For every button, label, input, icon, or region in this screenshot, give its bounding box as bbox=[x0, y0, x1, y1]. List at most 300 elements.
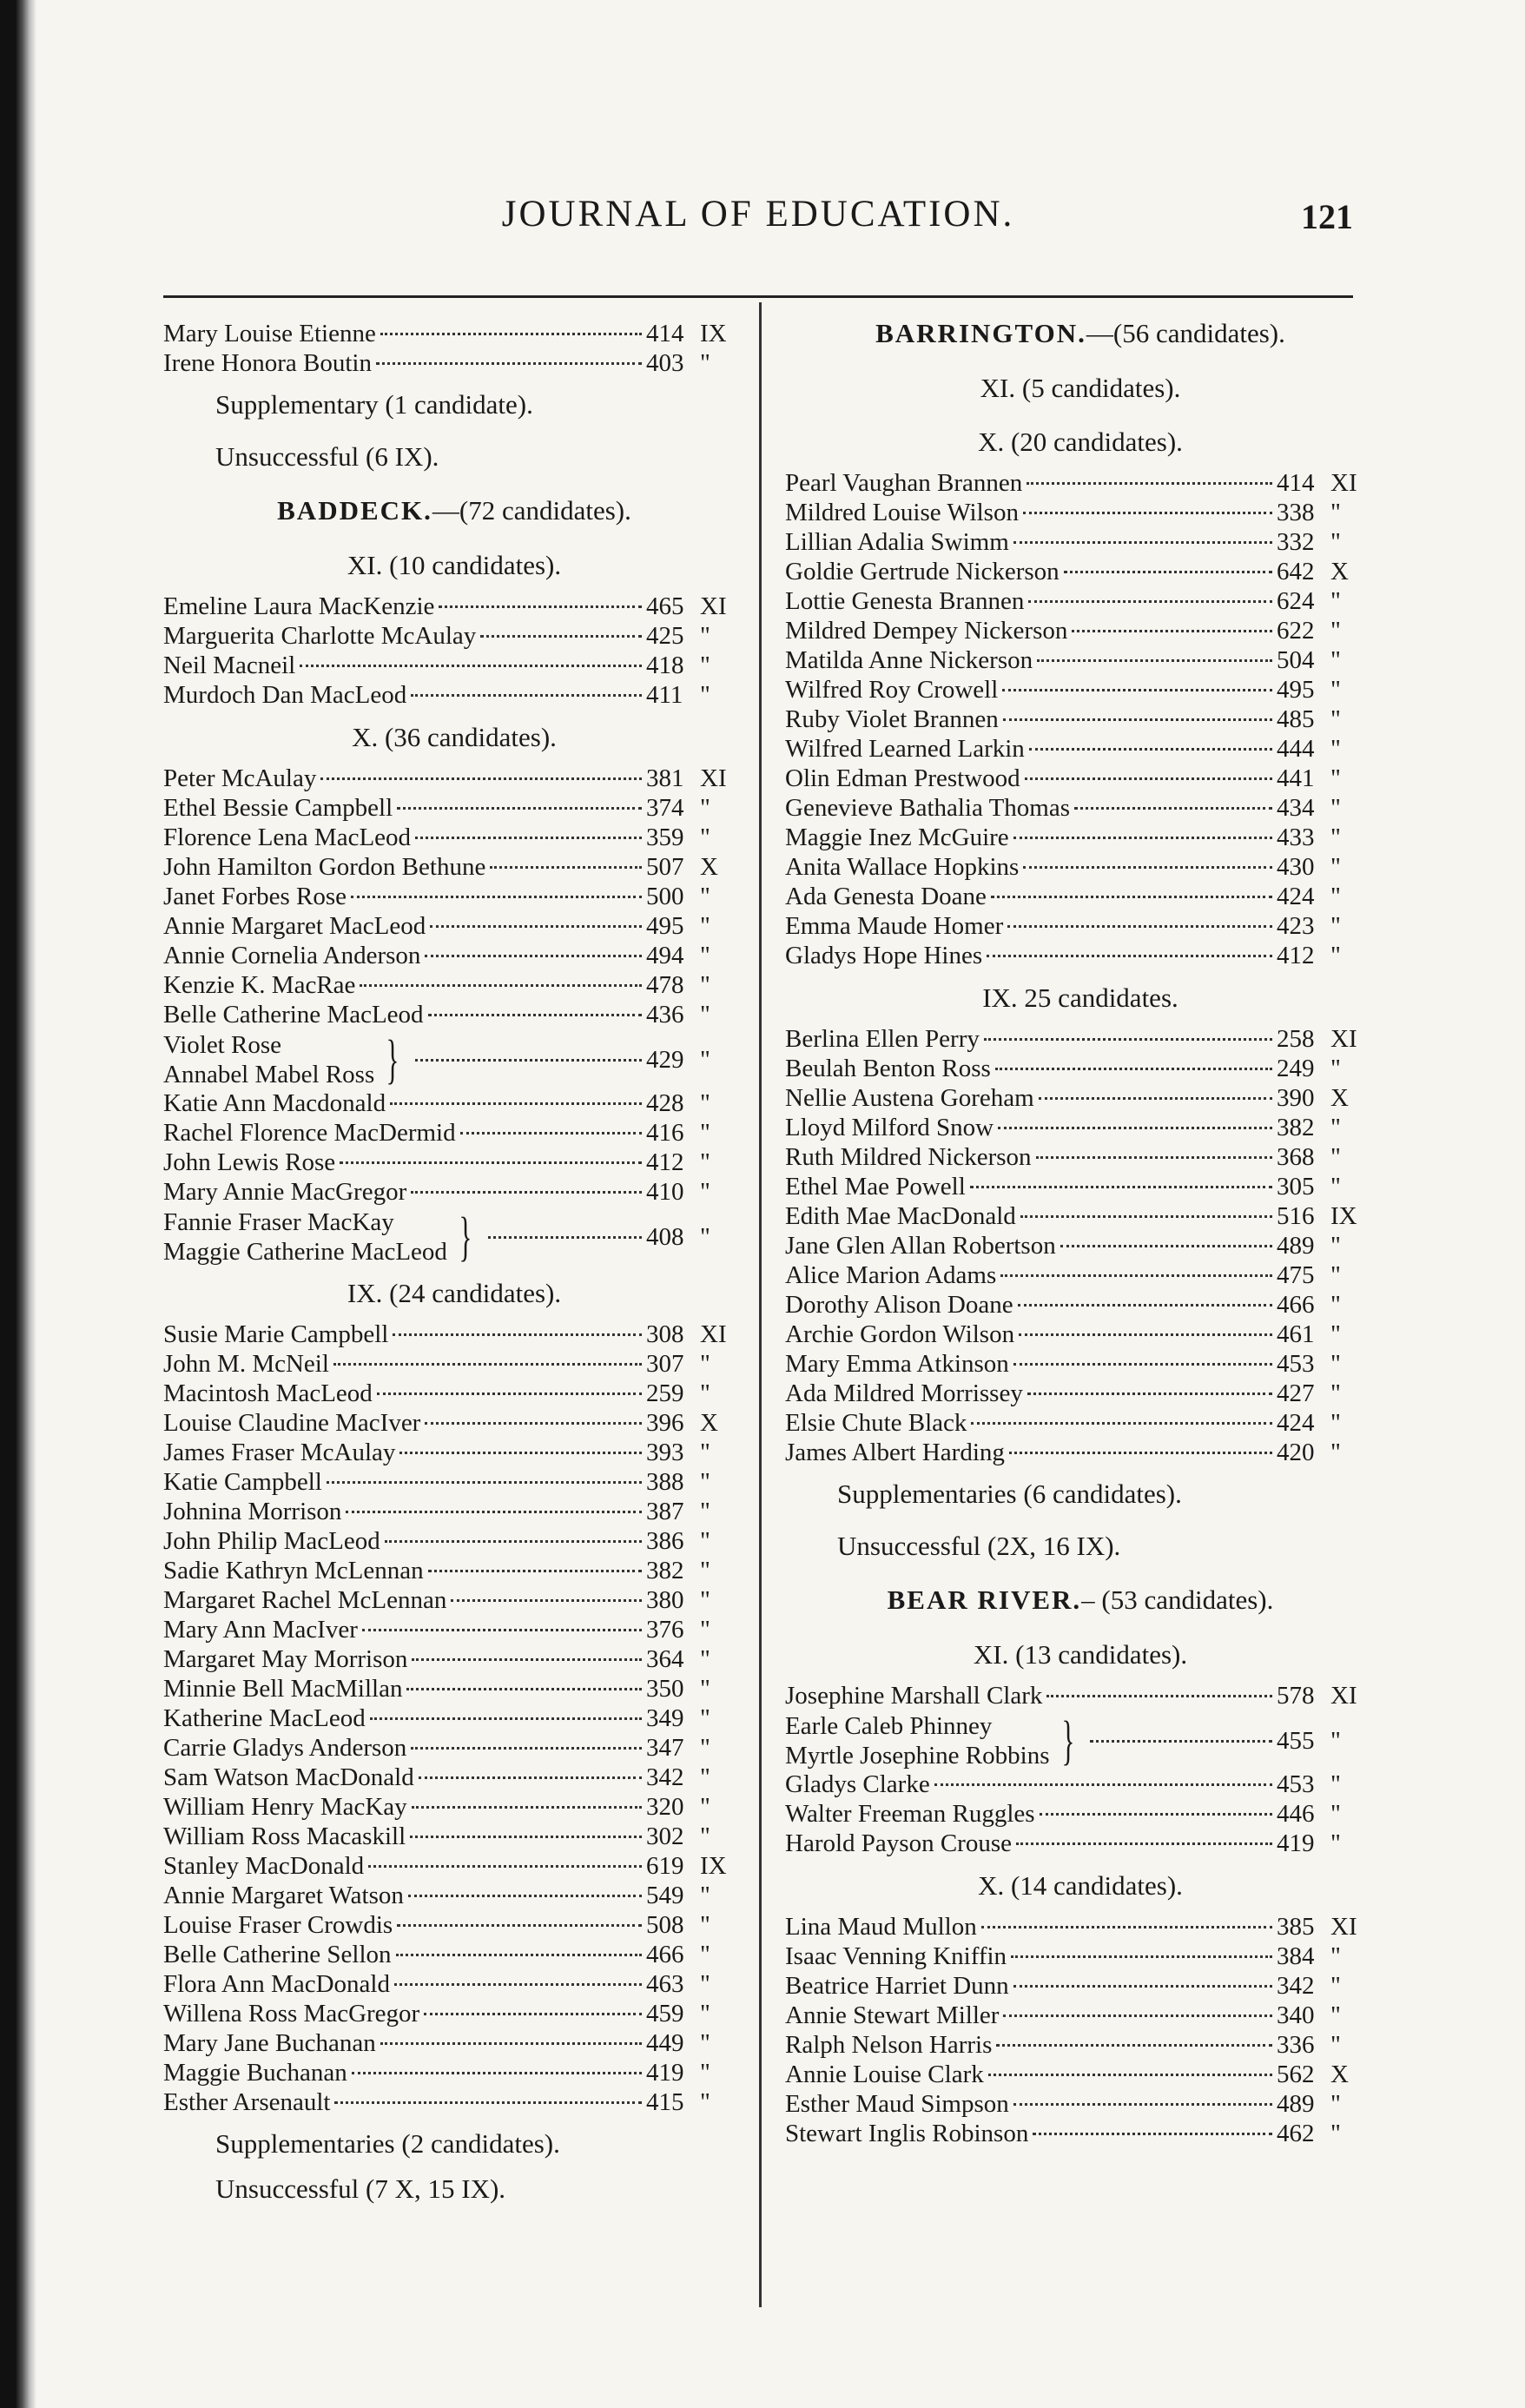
leader-dots bbox=[1074, 807, 1272, 810]
candidate-name: Irene Honora Boutin bbox=[163, 349, 372, 377]
candidate-score: 549 bbox=[646, 1882, 684, 1909]
candidate-score: 495 bbox=[1277, 676, 1315, 704]
candidate-grade: X bbox=[700, 853, 718, 881]
candidate-row bbox=[785, 499, 1376, 528]
candidate-score: 508 bbox=[646, 1911, 684, 1939]
candidate-name: Berlina Ellen Perry bbox=[785, 1025, 980, 1053]
candidate-name: Annie Margaret Watson bbox=[163, 1882, 404, 1909]
candidate-score: 384 bbox=[1277, 1942, 1315, 1970]
candidate-name: Gladys Clarke bbox=[785, 1770, 930, 1798]
candidate-row bbox=[785, 2031, 1376, 2061]
candidate-score: 364 bbox=[646, 1645, 684, 1673]
candidate-row bbox=[785, 1439, 1376, 1468]
candidate-score: 485 bbox=[1277, 705, 1315, 733]
candidate-score: 429 bbox=[646, 1045, 684, 1074]
leader-dots bbox=[1000, 1274, 1272, 1277]
candidate-name: Peter McAulay bbox=[163, 764, 317, 792]
candidate-score: 434 bbox=[1277, 794, 1315, 822]
leader-dots bbox=[412, 1658, 642, 1661]
candidate-score: 408 bbox=[646, 1222, 684, 1251]
candidate-row bbox=[785, 824, 1376, 853]
candidate-grade: " bbox=[700, 1178, 710, 1206]
leader-dots bbox=[1060, 1245, 1272, 1247]
grade-x-group-1 bbox=[163, 1030, 745, 1089]
candidate-score: 455 bbox=[1277, 1726, 1315, 1755]
leader-dots bbox=[362, 1629, 642, 1631]
candidate-score: 374 bbox=[646, 794, 684, 822]
leader-dots bbox=[411, 1747, 642, 1750]
leader-dots bbox=[406, 1688, 642, 1690]
candidate-score: 308 bbox=[646, 1320, 684, 1348]
leader-dots bbox=[971, 1422, 1272, 1425]
candidate-score: 462 bbox=[1277, 2120, 1315, 2147]
candidate-grade: " bbox=[1330, 1726, 1341, 1755]
candidate-grade: " bbox=[1330, 705, 1341, 733]
candidate-row bbox=[785, 1114, 1376, 1143]
candidate-name: Nellie Austena Goreham bbox=[785, 1084, 1034, 1112]
candidate-name: Kenzie K. MacRae bbox=[163, 971, 356, 999]
brace-symbol: } bbox=[1060, 1711, 1074, 1770]
grade-xi-heading: XI. (5 candidates). bbox=[980, 373, 1181, 403]
candidate-row bbox=[785, 705, 1376, 735]
candidate-grade: XI bbox=[1330, 1025, 1357, 1053]
candidate-row bbox=[163, 1178, 745, 1207]
candidate-score: 463 bbox=[646, 1970, 684, 1998]
candidate-name: Emeline Laura MacKenzie bbox=[163, 592, 435, 620]
candidate-grade: " bbox=[700, 1468, 710, 1496]
candidate-row bbox=[163, 1468, 745, 1498]
candidate-grade: " bbox=[1330, 1173, 1341, 1201]
leader-dots bbox=[995, 1068, 1272, 1070]
candidate-row bbox=[785, 1202, 1376, 1232]
candidate-name: Josephine Marshall Clark bbox=[785, 1682, 1043, 1710]
candidate-grade: IX bbox=[1330, 1202, 1357, 1230]
candidate-row bbox=[163, 883, 745, 912]
candidate-name: Maggie Buchanan bbox=[163, 2059, 347, 2087]
supplementaries-note: Supplementaries (2 candidates). bbox=[215, 2128, 560, 2159]
candidate-score: 430 bbox=[1277, 853, 1315, 881]
candidate-score: 386 bbox=[646, 1527, 684, 1555]
candidate-score: 507 bbox=[646, 853, 684, 881]
leader-dots bbox=[1013, 541, 1272, 544]
leader-dots bbox=[351, 896, 642, 898]
candidate-score: 385 bbox=[1277, 1913, 1315, 1941]
candidate-row bbox=[785, 558, 1376, 587]
candidate-score: 500 bbox=[646, 883, 684, 910]
candidate-score: 478 bbox=[646, 971, 684, 999]
candidate-grade: " bbox=[700, 912, 710, 940]
leader-dots bbox=[368, 1865, 642, 1868]
candidate-grade: " bbox=[1330, 735, 1341, 763]
leader-dots bbox=[1023, 866, 1272, 869]
candidate-name: Esther Arsenault bbox=[163, 2088, 331, 2116]
candidate-name: Dorothy Alison Doane bbox=[785, 1291, 1013, 1319]
candidate-row bbox=[785, 1942, 1376, 1972]
candidate-grade: " bbox=[700, 622, 710, 650]
grade-x-list-b bbox=[163, 1089, 745, 1207]
candidate-grade: " bbox=[700, 1045, 710, 1074]
candidate-score: 466 bbox=[1277, 1291, 1315, 1319]
leader-dots bbox=[1037, 659, 1272, 662]
candidate-name: Wilfred Learned Larkin bbox=[785, 735, 1025, 763]
leader-dots bbox=[1013, 1363, 1272, 1366]
supplementary-note: Supplementary (1 candidate). bbox=[215, 389, 533, 420]
leader-dots bbox=[396, 1954, 642, 1956]
candidate-grade: " bbox=[1330, 1232, 1341, 1260]
candidate-name: Isaac Venning Kniffin bbox=[785, 1942, 1007, 1970]
candidate-row bbox=[785, 1084, 1376, 1114]
candidate-name: John Lewis Rose bbox=[163, 1148, 336, 1176]
leader-dots bbox=[1003, 718, 1272, 721]
candidate-name: Genevieve Bathalia Thomas bbox=[785, 794, 1071, 822]
leader-dots bbox=[415, 837, 642, 839]
candidate-grade: " bbox=[1330, 1143, 1341, 1171]
grade-x-group-2 bbox=[163, 1207, 745, 1267]
candidate-row bbox=[163, 622, 745, 652]
grade-xi-heading: XI. (13 candidates). bbox=[973, 1639, 1188, 1670]
candidate-name: Goldie Gertrude Nickerson bbox=[785, 558, 1060, 585]
candidate-name: Flora Ann MacDonald bbox=[163, 1970, 390, 1998]
candidate-name: Elsie Chute Black bbox=[785, 1409, 967, 1437]
leader-dots bbox=[419, 1776, 642, 1779]
candidate-grade: " bbox=[1330, 2120, 1341, 2147]
candidate-name: Ethel Bessie Campbell bbox=[163, 794, 393, 822]
candidate-name: Sadie Kathryn McLennan bbox=[163, 1557, 424, 1584]
candidate-grade: " bbox=[700, 1527, 710, 1555]
town-name: BADDECK. bbox=[277, 495, 432, 526]
candidate-row bbox=[163, 1763, 745, 1793]
candidate-count: —(72 candidates). bbox=[432, 495, 631, 526]
candidate-row bbox=[163, 2088, 745, 2118]
candidate-name: Matilda Anne Nickerson bbox=[785, 646, 1033, 674]
leader-dots bbox=[340, 1161, 642, 1164]
leader-dots bbox=[1007, 925, 1272, 928]
candidate-name: Annie Cornelia Anderson bbox=[163, 942, 421, 969]
leader-dots bbox=[1072, 630, 1272, 632]
leader-dots bbox=[394, 1983, 642, 1986]
candidate-row bbox=[163, 1823, 745, 1852]
leader-dots bbox=[1046, 1695, 1272, 1697]
tied-names bbox=[163, 1030, 374, 1089]
candidate-row bbox=[785, 1379, 1376, 1409]
leader-dots bbox=[428, 1570, 642, 1572]
candidate-score: 495 bbox=[646, 912, 684, 940]
candidate-name: Mildred Dempey Nickerson bbox=[785, 617, 1068, 645]
leader-dots bbox=[376, 362, 642, 365]
candidate-name: Fannie Fraser MacKay bbox=[163, 1208, 394, 1236]
candidate-name: Mary Jane Buchanan bbox=[163, 2029, 376, 2057]
grade-xi-list-b bbox=[785, 1770, 1376, 1859]
candidate-grade: " bbox=[700, 1498, 710, 1525]
candidate-score: 349 bbox=[646, 1704, 684, 1732]
candidate-row bbox=[785, 1320, 1376, 1350]
candidate-row bbox=[163, 971, 745, 1001]
candidate-name: Sam Watson MacDonald bbox=[163, 1763, 414, 1791]
candidate-grade: XI bbox=[1330, 1913, 1357, 1941]
candidate-name: Minnie Bell MacMillan bbox=[163, 1675, 403, 1703]
candidate-row bbox=[785, 617, 1376, 646]
candidate-count: – (53 candidates). bbox=[1081, 1584, 1274, 1615]
leader-dots bbox=[981, 1926, 1272, 1928]
candidate-grade: " bbox=[700, 1911, 710, 1939]
leader-dots bbox=[1003, 2014, 1272, 2017]
leader-dots bbox=[380, 333, 642, 335]
section-title-baddeck bbox=[163, 483, 745, 539]
candidate-grade: " bbox=[700, 1379, 710, 1407]
tied-names bbox=[163, 1207, 447, 1267]
candidate-score: 619 bbox=[646, 1852, 684, 1880]
leader-dots bbox=[1002, 689, 1272, 691]
candidate-grade: " bbox=[1330, 2031, 1341, 2059]
leader-dots bbox=[1009, 1452, 1272, 1454]
leader-dots bbox=[970, 1186, 1272, 1188]
candidate-grade: " bbox=[700, 1763, 710, 1791]
candidate-name: Maggie Catherine MacLeod bbox=[163, 1238, 447, 1266]
candidate-grade: " bbox=[1330, 1291, 1341, 1319]
leader-dots bbox=[1029, 748, 1272, 751]
leader-dots bbox=[1033, 2133, 1272, 2135]
leader-dots bbox=[1090, 1740, 1272, 1743]
candidate-score: 424 bbox=[1277, 883, 1315, 910]
candidate-grade: " bbox=[1330, 1320, 1341, 1348]
candidate-row bbox=[163, 1320, 745, 1350]
candidate-row bbox=[785, 646, 1376, 676]
leader-dots bbox=[390, 1102, 642, 1105]
candidate-name: Mildred Louise Wilson bbox=[785, 499, 1019, 526]
candidate-score: 449 bbox=[646, 2029, 684, 2057]
candidate-name: Edith Mae MacDonald bbox=[785, 1202, 1016, 1230]
candidate-row bbox=[785, 2120, 1376, 2149]
candidate-name: Murdoch Dan MacLeod bbox=[163, 681, 407, 709]
candidate-row bbox=[163, 1350, 745, 1379]
candidate-name: James Albert Harding bbox=[785, 1439, 1005, 1466]
candidate-name: William Henry MacKay bbox=[163, 1793, 407, 1821]
candidate-grade: X bbox=[1330, 2061, 1349, 2088]
town-name: BEAR RIVER. bbox=[887, 1584, 1082, 1615]
candidate-name: Ruby Violet Brannen bbox=[785, 705, 999, 733]
leader-dots bbox=[425, 1422, 642, 1425]
candidate-row bbox=[163, 1379, 745, 1409]
grade-ix-heading: IX. 25 candidates. bbox=[982, 982, 1178, 1013]
candidate-grade: X bbox=[1330, 558, 1349, 585]
candidate-grade: " bbox=[700, 1119, 710, 1147]
tied-candidates bbox=[163, 1207, 745, 1267]
candidate-grade: " bbox=[700, 1970, 710, 1998]
grade-xi-list bbox=[163, 592, 745, 711]
candidate-score: 494 bbox=[646, 942, 684, 969]
candidate-score: 380 bbox=[646, 1586, 684, 1614]
candidate-name: Emma Maude Homer bbox=[785, 912, 1004, 940]
candidate-name: Lottie Genesta Brannen bbox=[785, 587, 1025, 615]
leader-dots bbox=[397, 807, 642, 810]
grade-x-list bbox=[785, 469, 1376, 971]
leader-dots bbox=[300, 665, 642, 667]
candidate-name: Katherine MacLeod bbox=[163, 1704, 366, 1732]
candidate-grade: " bbox=[700, 942, 710, 969]
candidate-grade: " bbox=[1330, 2001, 1341, 2029]
candidate-score: 320 bbox=[646, 1793, 684, 1821]
candidate-name: Stanley MacDonald bbox=[163, 1852, 365, 1880]
candidate-name: Susie Marie Campbell bbox=[163, 1320, 389, 1348]
candidate-grade: " bbox=[1330, 1409, 1341, 1437]
candidate-row bbox=[163, 2059, 745, 2088]
candidate-grade: " bbox=[700, 2088, 710, 2116]
candidate-name: Jane Glen Allan Robertson bbox=[785, 1232, 1056, 1260]
candidate-row bbox=[163, 1586, 745, 1616]
candidate-row bbox=[163, 1119, 745, 1148]
grade-x-heading: X. (20 candidates). bbox=[978, 427, 1183, 457]
candidate-row bbox=[163, 1409, 745, 1439]
candidate-grade: " bbox=[700, 349, 710, 377]
leader-dots bbox=[360, 984, 642, 987]
candidate-name: Wilfred Roy Crowell bbox=[785, 676, 999, 704]
candidate-score: 424 bbox=[1277, 1409, 1315, 1437]
candidate-row bbox=[163, 1882, 745, 1911]
candidate-grade: IX bbox=[700, 1852, 727, 1880]
grade-x-heading: X. (14 candidates). bbox=[978, 1870, 1183, 1901]
candidate-row bbox=[163, 320, 745, 349]
candidate-grade: " bbox=[700, 1645, 710, 1673]
candidate-score: 425 bbox=[646, 622, 684, 650]
leader-dots bbox=[397, 1924, 642, 1927]
candidate-name: Rachel Florence MacDermid bbox=[163, 1119, 456, 1147]
candidate-grade: " bbox=[1330, 853, 1341, 881]
candidate-score: 387 bbox=[646, 1498, 684, 1525]
candidate-row bbox=[163, 1704, 745, 1734]
header-rule bbox=[163, 295, 1353, 298]
candidate-name: Willena Ross MacGregor bbox=[163, 2000, 420, 2028]
candidate-score: 622 bbox=[1277, 617, 1315, 645]
candidate-score: 259 bbox=[646, 1379, 684, 1407]
candidate-grade: " bbox=[700, 1734, 710, 1762]
candidate-row bbox=[163, 1557, 745, 1586]
leader-dots bbox=[1025, 777, 1272, 780]
candidate-grade: " bbox=[1330, 1829, 1341, 1857]
candidate-score: 433 bbox=[1277, 824, 1315, 851]
candidate-name: Ralph Nelson Harris bbox=[785, 2031, 993, 2059]
leader-dots bbox=[1011, 1955, 1272, 1958]
leader-dots bbox=[460, 1132, 642, 1135]
candidate-score: 453 bbox=[1277, 1350, 1315, 1378]
candidate-grade: " bbox=[700, 1793, 710, 1821]
candidate-score: 376 bbox=[646, 1616, 684, 1644]
leader-dots bbox=[1016, 1842, 1272, 1845]
candidate-grade: " bbox=[700, 824, 710, 851]
candidate-grade: " bbox=[1330, 1055, 1341, 1082]
leader-dots bbox=[439, 605, 642, 608]
candidate-row bbox=[163, 1970, 745, 2000]
candidate-row bbox=[785, 912, 1376, 942]
candidate-score: 465 bbox=[646, 592, 684, 620]
candidate-score: 342 bbox=[646, 1763, 684, 1791]
candidate-row bbox=[163, 1852, 745, 1882]
leader-dots bbox=[411, 694, 642, 697]
candidate-name: Stewart Inglis Robinson bbox=[785, 2120, 1029, 2147]
leader-dots bbox=[1028, 600, 1272, 603]
candidate-grade: " bbox=[1330, 2090, 1341, 2118]
candidate-grade: " bbox=[700, 1350, 710, 1378]
candidate-grade: " bbox=[700, 971, 710, 999]
candidate-score: 368 bbox=[1277, 1143, 1315, 1171]
leader-dots bbox=[1013, 2103, 1272, 2106]
candidate-grade: " bbox=[1330, 1942, 1341, 1970]
candidate-score: 411 bbox=[646, 681, 683, 709]
candidate-name: Mary Ann MacIver bbox=[163, 1616, 358, 1644]
candidate-name: Ada Mildred Morrissey bbox=[785, 1379, 1023, 1407]
candidate-name: Johnina Morrison bbox=[163, 1498, 342, 1525]
candidate-grade: " bbox=[1330, 646, 1341, 674]
grade-ix-list bbox=[785, 1025, 1376, 1468]
leader-dots bbox=[408, 1895, 642, 1897]
section-title-barrington bbox=[785, 306, 1376, 361]
candidate-name: Pearl Vaughan Brannen bbox=[785, 469, 1023, 497]
candidate-row bbox=[163, 1089, 745, 1119]
leader-dots bbox=[370, 1717, 642, 1720]
leader-dots bbox=[334, 2101, 642, 2104]
candidate-score: 332 bbox=[1277, 528, 1315, 556]
candidate-grade: " bbox=[1330, 499, 1341, 526]
candidate-row bbox=[785, 883, 1376, 912]
candidate-row bbox=[785, 1770, 1376, 1800]
candidate-grade: " bbox=[1330, 824, 1341, 851]
candidate-grade: " bbox=[700, 2000, 710, 2028]
supplementaries-note: Supplementaries (6 candidates). bbox=[837, 1479, 1182, 1509]
candidate-score: 642 bbox=[1277, 558, 1315, 585]
candidate-name: Carrie Gladys Anderson bbox=[163, 1734, 407, 1762]
candidate-row bbox=[785, 794, 1376, 824]
candidate-name: Margaret Rachel McLennan bbox=[163, 1586, 447, 1614]
candidate-score: 302 bbox=[646, 1823, 684, 1850]
candidate-grade: " bbox=[1330, 1800, 1341, 1828]
candidate-grade: " bbox=[700, 1616, 710, 1644]
leader-dots bbox=[333, 1363, 642, 1366]
candidate-score: 342 bbox=[1277, 1972, 1315, 2000]
candidate-score: 466 bbox=[646, 1941, 684, 1968]
running-head: JOURNAL OF EDUCATION. bbox=[501, 194, 1015, 235]
candidate-name: Louise Fraser Crowdis bbox=[163, 1911, 393, 1939]
candidate-score: 410 bbox=[646, 1178, 684, 1206]
candidate-name: Annie Stewart Miller bbox=[785, 2001, 1000, 2029]
page-number: 121 bbox=[1301, 197, 1353, 236]
candidate-grade: " bbox=[700, 1001, 710, 1029]
candidate-name: Beatrice Harriet Dunn bbox=[785, 1972, 1009, 2000]
leader-dots bbox=[1036, 1156, 1272, 1159]
candidate-row bbox=[785, 1055, 1376, 1084]
candidate-score: 444 bbox=[1277, 735, 1315, 763]
leader-dots bbox=[1040, 1813, 1272, 1816]
candidate-score: 350 bbox=[646, 1675, 684, 1703]
candidate-row bbox=[785, 735, 1376, 764]
candidate-score: 416 bbox=[646, 1119, 684, 1147]
candidate-name: Katie Ann Macdonald bbox=[163, 1089, 386, 1117]
candidate-grade: " bbox=[700, 652, 710, 679]
candidate-score: 396 bbox=[646, 1409, 684, 1437]
leader-dots bbox=[1039, 1097, 1272, 1100]
candidate-name: James Fraser McAulay bbox=[163, 1439, 396, 1466]
candidate-grade: " bbox=[700, 1675, 710, 1703]
candidate-row bbox=[163, 1527, 745, 1557]
candidate-name: William Ross Macaskill bbox=[163, 1823, 406, 1850]
candidate-grade: " bbox=[1330, 794, 1341, 822]
candidate-name: Anita Wallace Hopkins bbox=[785, 853, 1020, 881]
leader-dots bbox=[996, 2044, 1272, 2047]
candidate-score: 489 bbox=[1277, 2090, 1315, 2118]
candidate-score: 414 bbox=[1277, 469, 1315, 497]
candidate-grade: X bbox=[1330, 1084, 1349, 1112]
candidate-score: 412 bbox=[646, 1148, 684, 1176]
candidate-name: Gladys Hope Hines bbox=[785, 942, 983, 969]
candidate-score: 461 bbox=[1277, 1320, 1315, 1348]
